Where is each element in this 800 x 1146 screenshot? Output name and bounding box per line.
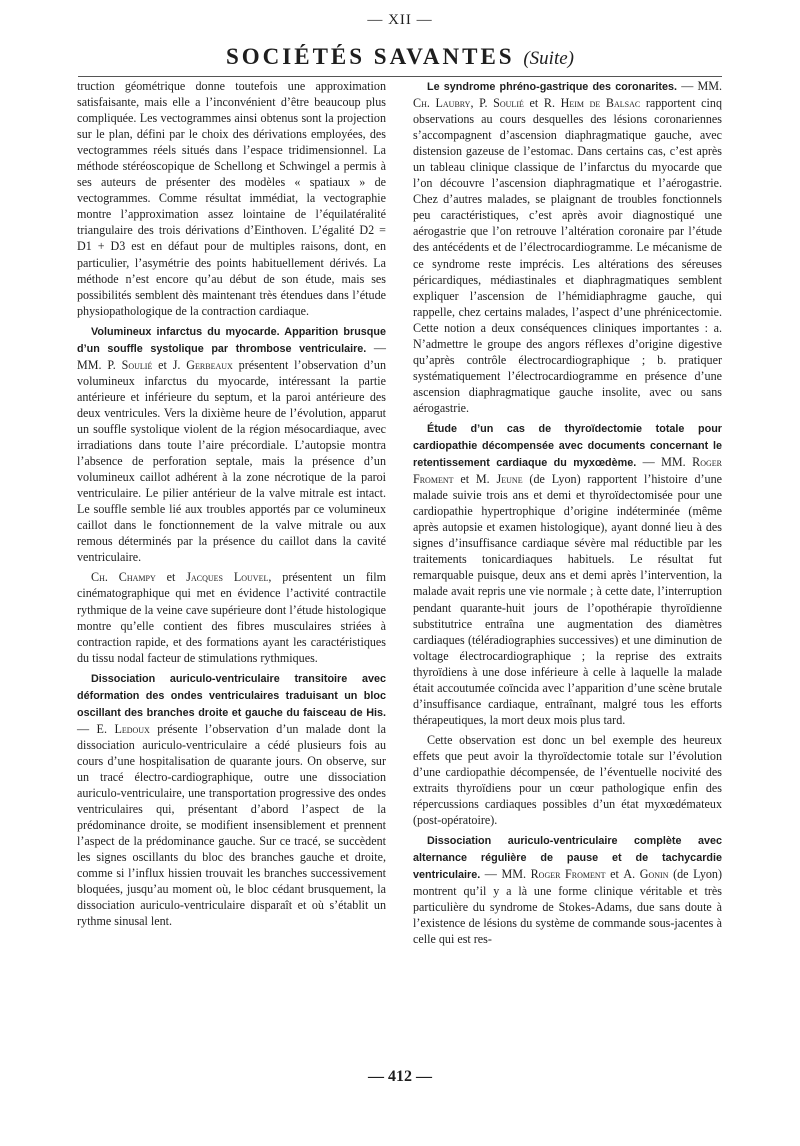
section-title: SOCIÉTÉS SAVANTES (226, 44, 515, 69)
section-header (0, 44, 800, 70)
author-name: Soulié (121, 357, 153, 372)
left-column (77, 78, 386, 929)
author-name: Ch. Champy (91, 570, 156, 585)
article-body: (de Lyon) montrent qu’il y a là une forme clinique véritable et très particulière du syndrome de Stokes-Adams, due sans doute à l’existence de lésions du système de commande sous-jacentes à celle qui est res- (413, 867, 722, 947)
author-name: Ledoux (114, 721, 150, 736)
paragraph-continued: truction géométrique donne toutefois une approximation satisfaisante, mais elle a l’inconvénient d’être beaucoup plus compliquée. Les vectogrammes ainsi obtenus sont la projection sur le plan, défini par le choix des dérivations employées, des vectogrammes réels situés dans l’espace tridimensionnel. La méthode stéréoscopique de Schellong et Schwingel a permis à ses auteurs de présenter des modèles « spatiaux » de vectogrammes. Comme résultat immédiat, la vectographie montre l’approximation assez lointaine de l’équilatéralité triangulaire des trois dérivations d’Einthoven. L’égalité D2 = D1 + D3 est en défaut pour de multiples raisons, dont, en particulier, l’asymétrie des points habituellement dérivés. La méthode n’est encore qu’au début de son étude, mais ses possibilités semblent dès maintenant très étendues dans l’étude physiopathologique de la contraction cardiaque. (77, 79, 386, 318)
article-title: Dissociation auriculo-ventriculaire complète avec alternance régulière de pause et de tachycardie ventriculaire. (413, 835, 722, 882)
article-dissociation: Dissociation auriculo-ventriculaire transitoire avec déformation des ondes ventriculaires traduisant un bloc oscillant des branches droite et gauche du faisceau de His. — E. Ledoux présente l’observation d’un malade dont la dissociation auriculo-ventriculaire a cédé plusieurs fois au cours d’une hospitalisation de quarante jours. On observe, sur un tracé électro-cardiographique, outre une dissociation auriculo-ventriculaire, une transportation progressive des ondes ventriculaires qui, présentant d’abord l’aspect de la prédominance droite, se modifient insensiblement et prennent l’aspect de la prédominance gauche. Sur ce tracé, se succèdent les signes oscillants du bloc des branches gauche et droite, comme si l’influx hissien trouvait les branches successivement bloquées, jusqu’au moment où, le bloc cédant brusquement, la dissociation auriculo-ventriculaire disparaît et où s’établit un rythme sinusal lent. (77, 672, 386, 929)
article-body: rapportent cinq observations au cours desquelles des lésions coronariennes s’accompagnent d’ascension diaphragmatique gauche, avec distension gazeuse de l’estomac. Dans certains cas, c’est après un tableau clinique classique de l’infarctus du myocarde que l’on découvre l’ascension diaphragmatique et l’aérogastrie. Chez d’autres malades, se plaignant de troubles fonctionnels peu caractéristiques, c’est après avoir diagnostiqué une aérogastrie que l’on retrouve l’altération coronaire par l’étude des antécédents et de l’électrocardiogramme. Le mécanisme de ce syndrome reste imprécis. Les altérations des séreuses péricardiques, médiastinales et diaphragmatiques semblent expliquer l’ascension de l’hémidiaphragme gauche, qui rappelle, chez certains malades, l’aspect d’une phrénicectomie. Cette notion a deux conséquences cliniques importantes : a. N’admettre le groupe des angors réflexes d’origine digestive qu’après contrôle électrocardiographique ; b. pratiquer systématiquement l’électrocardiogramme en présence d’une ascension diaphragmatique gauche insolite, avec ou sans aérogastrie. (413, 96, 723, 415)
article-title: Étude d’un cas de thyroïdectomie totale pour cardiopathie décompensée avec documents concernant le retentissement cardiaque du myxœdème. (413, 422, 722, 470)
author-name: A. Gonin (623, 867, 669, 882)
article-title: Volumineux infarctus du myocarde. Apparition brusque d’un souffle systolique par thrombose ventriculaire. (77, 325, 386, 355)
author-name: Jeune (496, 472, 523, 487)
article-infarctus: Volumineux infarctus du myocarde. Apparition brusque d’un souffle systolique par thrombose ventriculaire. — MM. P. Soulié et J. Gerbeaux présentent l’observation d’un volumineux infarctus du myocarde, intéressant la partie antérieure et inférieure du septum, et la paroi antérieure des deux ventricules. Vers la dixième heure de l’évolution, apparut un souffle systolique violent de la région mésocardiaque, avec irradiations dans toute l’aire précordiale. L’autopsie montra l’absence de perforation septale, mais la présence d’un volumineux caillot adhérent à la zone nécrotique de la paroi ventriculaire. Le pilier antérieur de la valve mitrale est intact. Le souffle semble lié aux troubles apportés par ce volumineux caillot dans le fonctionnement de la valve mitrale ou aux remous déterminés par la présence du caillot dans la cavité ventriculaire. (77, 325, 386, 565)
article-title: Le syndrome phréno-gastrique des coronarites. (427, 81, 678, 93)
article-film: Ch. Champy et Jacques Louvel, présentent un film cinématographique qui met en évidence l’activité contractile rythmique de la veine cave supérieure dont l’étude histologique montre qu’elle contient des fibres musculaires striées à contraction rapide, et des formations ayant les caractéristiques du tissu nodal facteur de stimulations rythmiques. (77, 570, 387, 665)
author-name: Jacques Louvel (186, 570, 269, 585)
article-body: (de Lyon) rapportent l’histoire d’une malade suivie trois ans et demi et thyroïdectomisée pour une cardiopathie hypertrophique d’origine indéterminée (même après autopsie et examen histologique), ayant donné lieu à des signes d’insuffisance cardiaque sévère mal réductible par les traitements tonicardiaques habituels. Le résultat fut remarquable puisque, deux ans et demi après l’intervention, la malade avait repris une vie normale ; à cette date, l’interruption pendant quarante-huit jours de l’opothérapie thyroïdienne substitutrice entraîna une augmentation des diamètres cardiaques (téléradiographies successives) et une diminution de voltage électrocardiographique ; la reprise des extraits thyroïdiens à une dose inférieure à celle à laquelle la malade était accoutumée coïncida avec l’apparition d’une scène brutale d’insuffisance cardiaque, entraînant, malgré tous les efforts thérapeutiques, la mort deux mois plus tard. (413, 472, 723, 727)
section-suite: (Suite) (523, 48, 574, 69)
article-stokes-adams: Dissociation auriculo-ventriculaire complète avec alternance régulière de pause et de tachycardie ventriculaire. — MM. Roger Froment et A. Gonin (de Lyon) montrent qu’il y a là une forme clinique véritable et très particulière du syndrome de Stokes-Adams, due sans doute à l’existence de lésions du système de commande sous-jacentes à celle qui est res- (413, 835, 722, 947)
page-number: — 412 — (368, 1068, 432, 1085)
article-body: présente l’observation d’un malade dont la dissociation auriculo-ventriculaire a cédé plusieurs fois au cours d’une hospitalisation de quarante jours. On observe, sur un tracé électro-cardiographique, outre une dissociation auriculo-ventriculaire, une transportation progressive des ondes ventriculaires qui, présentant d’abord l’aspect de la prédominance droite, se modifient insensiblement et prennent l’aspect de la prédominance gauche. Sur ce tracé, se succèdent les signes oscillants du bloc des branches gauche et droite, comme si l’influx hissien trouvait les branches successivement bloquées, jusqu’au moment où, le bloc cédant brusquement, la dissociation auriculo-ventriculaire disparaît et où s’établit un rythme sinusal lent. (77, 721, 386, 929)
article-title: Dissociation auriculo-ventriculaire transitoire avec déformation des ondes ventriculaires traduisant un bloc oscillant des branches droite et gauche du faisceau de His. (77, 672, 386, 719)
article-phreno-gastrique: Le syndrome phréno-gastrique des coronarites. — MM. Ch. Laubry, P. Soulié et R. Heim de Balsac rapportent cinq observations au cours desquelles des lésions coronariennes s’accompagnent d’ascension diaphragmatique gauche, avec distension gazeuse de l’estomac. Dans certains cas, c’est après un tableau clinique classique de l’infarctus du myocarde que l’on découvre l’ascension diaphragmatique et l’aérogastrie. Chez d’autres malades, se plaignant de troubles fonctionnels peu caractéristiques, c’est après avoir diagnostiqué une aérogastrie que l’on retrouve l’altération coronaire par l’étude des antécédents et de l’électrocardiogramme. Le mécanisme de ce syndrome reste imprécis. Les altérations des séreuses péricardiques, médiastinales et diaphragmatiques semblent expliquer l’ascension de l’hémidiaphragme gauche, qui rappelle, chez certains malades, l’aspect d’une phrénicectomie. Cette notion a deux conséquences cliniques importantes : a. N’admettre le groupe des angors réflexes d’origine digestive qu’après contrôle électrocardiographique ; b. pratiquer systématiquement l’électrocardiogramme en présence d’une ascension diaphragmatique gauche insolite, avec ou sans aérogastrie. (413, 79, 723, 415)
article-thyroidectomie: Étude d’un cas de thyroïdectomie totale pour cardiopathie décompensée avec documents concernant le retentissement cardiaque du myxœdème. — MM. Roger Froment et M. Jeune (de Lyon) rapportent l’histoire d’une malade suivie trois ans et demi et thyroïdectomisée pour une cardiopathie hypertrophique d’origine indéterminée (même après autopsie et examen histologique), ayant donné lieu à des signes d’insuffisance cardiaque sévère mal réductible par les traitements tonicardiaques habituels. Le résultat fut remarquable puisque, deux ans et demi après l’intervention, la malade avait repris une vie normale ; à cette date, l’interruption pendant quarante-huit jours de l’opothérapie thyroïdienne substitutrice entraîna une augmentation des diamètres cardiaques (téléradiographies successives) et une diminution de voltage électrocardiographique ; la reprise des extraits thyroïdiens à une dose inférieure à celle à laquelle la malade était accoutumée coïncida avec l’apparition d’une scène brutale d’insuffisance cardiaque, entraînant, malgré tous les efforts thérapeutiques, la mort deux mois plus tard. (413, 422, 723, 727)
right-column (413, 78, 722, 947)
author-name: Ch. Laubry (413, 96, 471, 111)
author-name: R. Heim de Balsac (543, 96, 641, 111)
page-number-roman: — XII — (367, 12, 433, 28)
paragraph-observation: Cette observation est donc un bel exemple des heureux effets que peut avoir la thyroïdectomie totale sur l’évolution d’une cardiopathie décompensée, de l’éventuelle nocivité des extraits thyroïdiens pour un cœur pathologique enfin des répercussions cardiaques possibles d’un état myxœdémateux (post-opératoire). (413, 732, 722, 828)
article-body: , présentent un film cinématographique qui met en évidence l’activité contractile rythmique de la veine cave supérieure dont l’étude histologique montre qu’elle contient des fibres musculaires striées à contraction rapide, et des formations ayant les caractéristiques du tissu nodal facteur de stimulations rythmiques. (77, 570, 387, 665)
author-name: Roger Froment (530, 867, 606, 882)
author-name: Gerbeaux (186, 357, 233, 372)
header-rule (78, 76, 722, 77)
author-name: Roger Froment (413, 455, 722, 487)
article-body: présentent l’observation d’un volumineux infarctus du myocarde, intéressant la partie antérieure et inférieure du septum, et la paroi antérieure des deux ventricules. Vers la dixième heure de l’évolution, apparut un souffle systolique violent de la région mésocardiaque, avec irradiations dans toute l’aire précordiale. L’autopsie montra l’absence de perforation septale, mais la présence d’un volumineux caillot adhérent à la zone nécrotique de la paroi ventriculaire. Le pilier antérieur de la valve mitrale est intact. Le souffle semble lié aux troubles apportés par ce volumineux caillot dans le fonctionnement de la valve mitrale ou aux remous déterminés par la présence du caillot dans la cavité ventriculaire. (77, 357, 386, 565)
author-name: P. Soulié (479, 96, 524, 111)
